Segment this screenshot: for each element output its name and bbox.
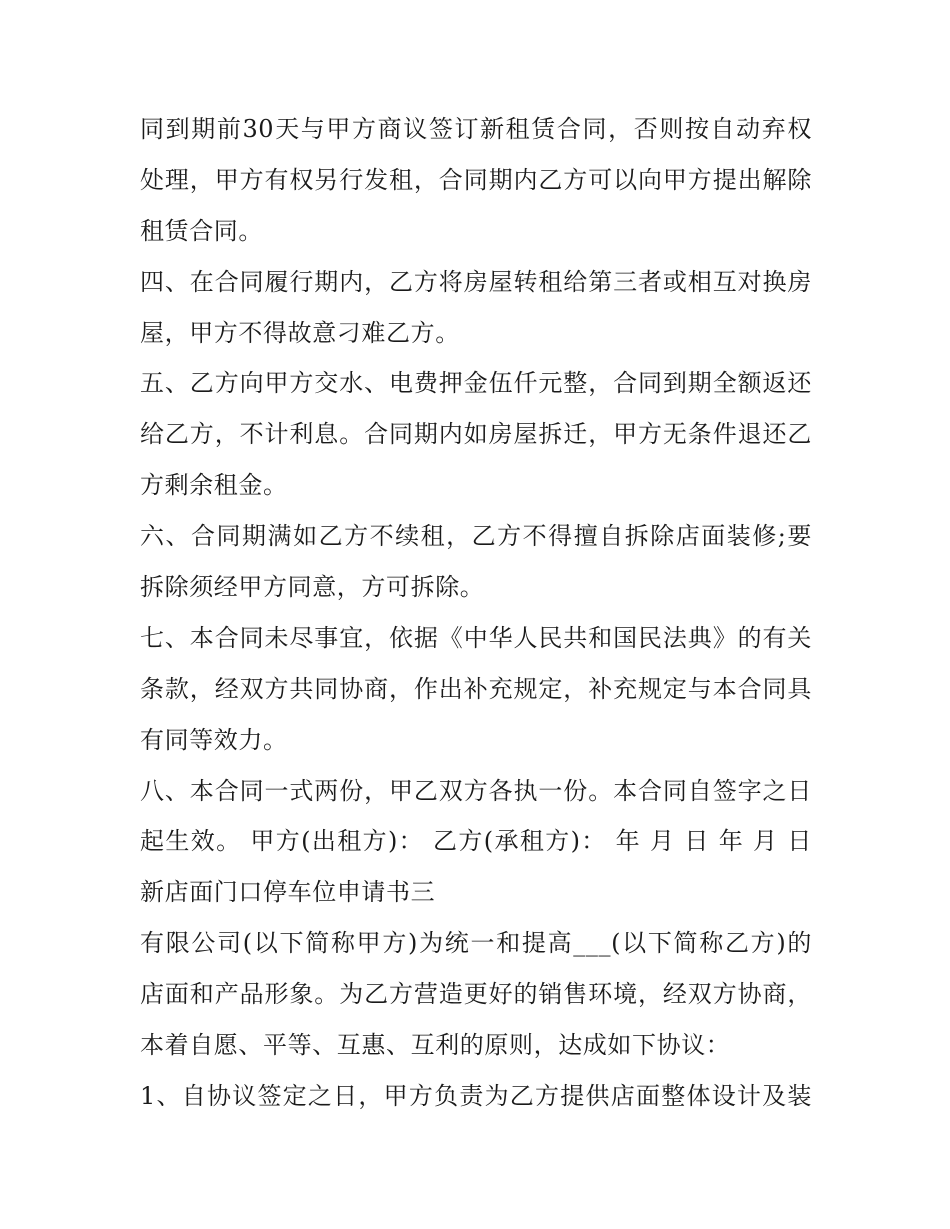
- text-line: 七、本合同未尽事宜，依据《中华人民共和国民法典》的有关: [140, 623, 812, 652]
- text-line: 八、本合同一式两份，甲乙双方各执一份。本合同自签字之日: [140, 776, 812, 805]
- text-line: 起生效。 甲方(出租方)： 乙方(承租方)： 年 月 日 年 月 日: [140, 827, 812, 856]
- text-line: 五、乙方向甲方交水、电费押金伍仟元整，合同到期全额返还: [140, 369, 812, 398]
- text-line: 拆除须经甲方同意，方可拆除。: [140, 573, 485, 602]
- text-line: 处理，甲方有权另行发租，合同期内乙方可以向甲方提出解除: [140, 165, 812, 194]
- text-line: 本着自愿、平等、互惠、互利的原则，达成如下协议：: [140, 1031, 731, 1060]
- document-body: [140, 104, 812, 1122]
- text-line: 方剩余租金。: [140, 471, 288, 500]
- text-line: 屋，甲方不得故意刁难乙方。: [140, 318, 460, 347]
- text-line: 新店面门口停车位申请书三: [140, 878, 436, 907]
- text-line: 给乙方，不计利息。合同期内如房屋拆迁，甲方无条件退还乙: [140, 420, 812, 449]
- text-line: 六、合同期满如乙方不续租，乙方不得擅自拆除店面装修;要: [140, 522, 812, 551]
- text-line: 租赁合同。: [140, 216, 263, 245]
- text-line: 有限公司(以下简称甲方)为统一和提高___(以下简称乙方)的: [140, 929, 812, 958]
- text-line: 四、在合同履行期内，乙方将房屋转租给第三者或相互对换房: [140, 267, 812, 296]
- text-line: 同到期前30天与甲方商议签订新租赁合同，否则按自动弃权: [140, 115, 812, 143]
- text-line: 条款，经双方共同协商，作出补充规定，补充规定与本合同具: [140, 674, 812, 703]
- text-line: 店面和产品形象。为乙方营造更好的销售环境，经双方协商，: [140, 980, 812, 1009]
- text-line: 1、自协议签定之日，甲方负责为乙方提供店面整体设计及装: [140, 1081, 812, 1110]
- text-line: 有同等效力。: [140, 725, 288, 754]
